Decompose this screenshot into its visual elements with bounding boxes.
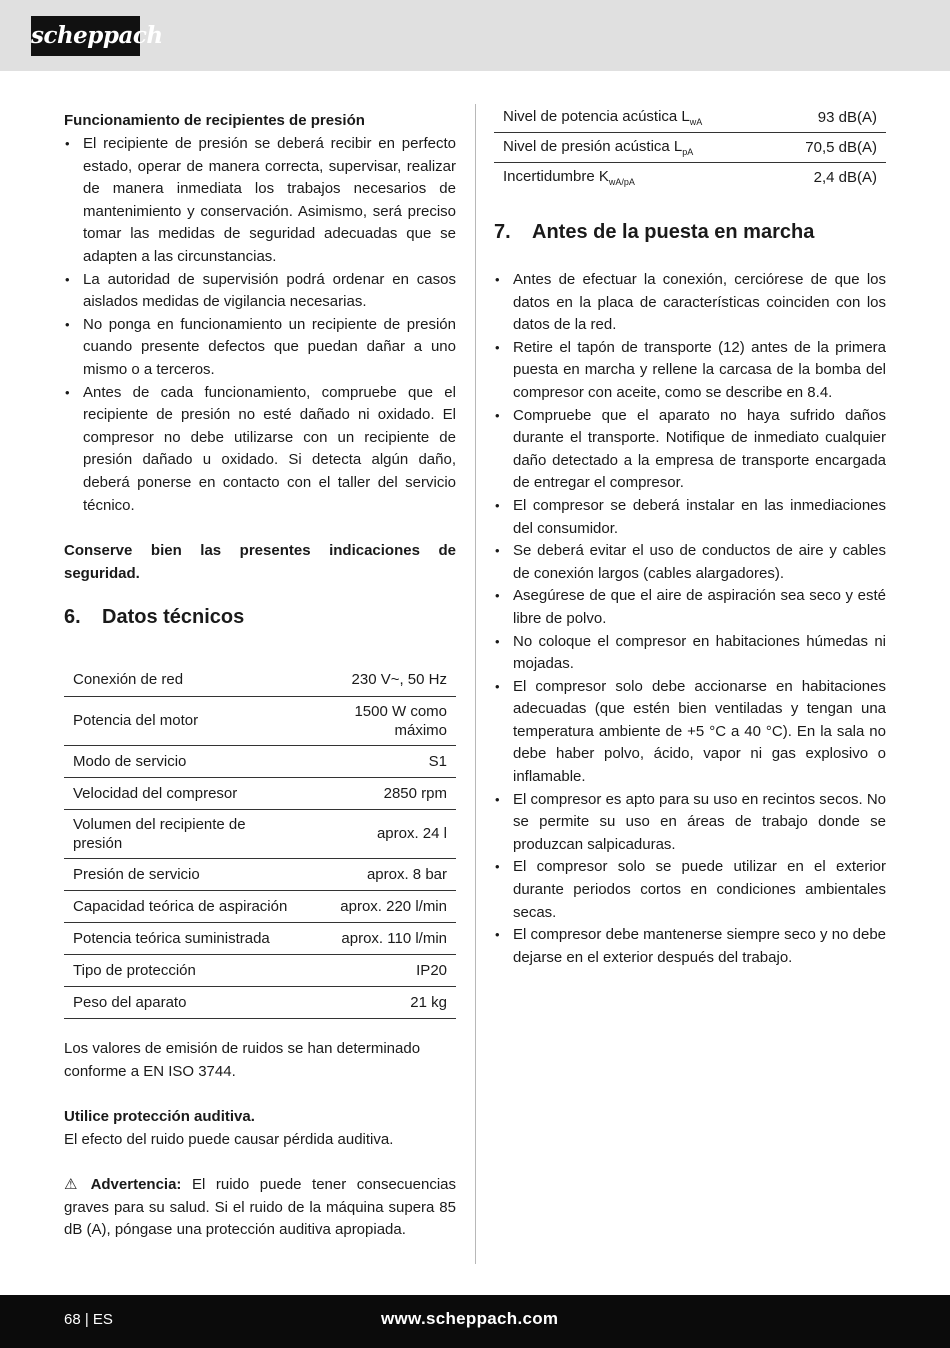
list-item: • La autoridad de supervisión podrá ordenar en casos aislados medidas de vigilancia necesarias. [64,269,456,314]
spec-value: S1 [304,745,456,777]
section-number: 7. [494,221,511,243]
table-row [64,696,456,745]
hearing-heading: Utilice protección auditiva. [64,1108,255,1125]
table-row [64,809,456,858]
website-link[interactable]: www.scheppach.com [381,1309,559,1328]
list-item: • Retire el tapón de transporte (12) antes de la primera puesta en marcha y rellene la carcasa de la bomba del compresor con aceite, como se describe en 8.4. [494,337,886,405]
spec-value: 1500 W como máximo [304,696,456,745]
spec-value: 230 V~, 50 Hz [304,663,456,696]
column-divider [475,104,476,1264]
noise-label-text: Nivel de potencia acústica L [503,108,690,125]
noise-label-text: Incertidumbre K [503,168,609,185]
table-row [64,663,456,696]
spec-value: aprox. 220 l/min [304,890,456,922]
section-7-title [494,219,886,245]
spec-label: Capacidad teórica de aspiración [64,890,304,922]
spec-label: Modo de servicio [64,745,304,777]
list-item: • El compresor solo se puede utilizar en el exterior durante periodos cortos en condiciones ambientales secas. [494,856,886,924]
table-row [64,954,456,986]
table-row [494,133,886,163]
spec-label: Velocidad del compresor [64,777,304,809]
table-row [64,986,456,1018]
spec-label: Presión de servicio [64,858,304,890]
logo-text: scheppach [31,22,163,49]
noise-label [494,163,771,193]
list-item: • El recipiente de presión se deberá recibir en perfecto estado, operar de manera correcta, supervisar, realizar de manera inmediata los trabajos necesarios de mantenimiento y conservación. Asimismo, será preciso tomar las medidas de seguridad adecuadas que se adapten a las circunstancias. [64,133,456,269]
spec-label: Conexión de red [64,663,304,696]
list-item: • Antes de efectuar la conexión, cerciórese de que los datos en la placa de características coinciden con los datos de la red. [494,269,886,337]
spec-value: aprox. 24 l [304,809,456,858]
noise-table [494,103,886,192]
warning-icon: ⚠ [64,1176,78,1193]
list-item: • Se deberá evitar el uso de conductos de aire y cables de conexión largos (cables alargadores). [494,540,886,585]
page-footer [0,1295,950,1348]
spec-value: 21 kg [304,986,456,1018]
spec-value: IP20 [304,954,456,986]
spec-value: aprox. 8 bar [304,858,456,890]
pressure-heading: Funcionamiento de recipientes de presión [64,112,365,129]
spec-label: Peso del aparato [64,986,304,1018]
section-number: 6. [64,606,81,628]
table-row [64,777,456,809]
noise-value: 93 dB(A) [771,103,886,133]
noise-subscript: wA [689,117,703,127]
page-header [0,0,950,71]
list-item: • Compruebe que el aparato no haya sufrido daños durante el transporte. Notifique de inmediato cualquier daño detectado a la empresa de transporte encargada de entregar el compresor. [494,405,886,495]
section-title: Antes de la puesta en marcha [532,221,815,243]
keep-note: Conserve bien las presentes indicaciones de seguridad. [64,542,456,582]
noise-label-text: Nivel de presión acústica L [503,138,683,155]
noise-subscript: pA [682,147,694,157]
page-number: 68 | ES [64,1311,113,1328]
spec-label: Volumen del recipiente de presión [64,809,304,858]
table-row [494,163,886,193]
noise-value: 2,4 dB(A) [813,169,877,186]
list-item: • El compresor se deberá instalar en las inmediaciones del consumidor. [494,495,886,540]
noise-value: 70,5 dB(A) [771,133,886,163]
table-row [64,858,456,890]
table-row [64,922,456,954]
list-item: • El compresor solo debe accionarse en habitaciones adecuadas (que estén bien ventiladas y tengan una temperatura ambiente de +5 °C a 40 °C). En la sala no debe haber polvo, ácido, vapor ni gas explosivo o inflamable. [494,676,886,789]
spec-label: Potencia del motor [64,696,304,745]
scheppach-logo [31,16,163,56]
warning-paragraph [64,1174,456,1242]
list-item: • El compresor debe mantenerse siempre seco y no debe dejarse en el exterior después del trabajo. [494,924,886,969]
section-title: Datos técnicos [102,606,245,628]
pressure-list [64,133,456,517]
list-item: • No coloque el compresor en habitaciones húmedas ni mojadas. [494,631,886,676]
list-item: • No ponga en funcionamiento un recipiente de presión cuando presente defectos que puedan dañar a uno mismo o a terceros. [64,314,456,382]
noise-label [494,133,771,163]
noise-emission-note: Los valores de emisión de ruidos se han determinado conforme a EN ISO 3744. [64,1040,421,1080]
spec-value: aprox. 110 l/min [304,922,456,954]
table-row [64,890,456,922]
tech-data-table [64,663,456,1019]
hearing-text: El efecto del ruido puede causar pérdida auditiva. [64,1131,394,1148]
noise-subscript: wA/pA [608,177,635,187]
spec-value: 2850 rpm [304,777,456,809]
spec-label: Potencia teórica suministrada [64,922,304,954]
section-6-title [64,604,456,630]
noise-label [494,103,771,133]
table-row [494,103,886,133]
spec-label: Tipo de protección [64,954,304,986]
table-row [64,745,456,777]
warning-text: El ruido puede tener consecuencias graves para su salud. Si el ruido de la máquina supera 85 dB (A), póngase una protección auditiva apropiada. [64,1176,457,1239]
list-item: • Asegúrese de que el aire de aspiración sea seco y esté libre de polvo. [494,585,886,630]
warning-label: Advertencia: [90,1176,182,1193]
list-item: • El compresor es apto para su uso en recintos secos. No se permite su uso en áreas de trabajo donde se produzcan salpicaduras. [494,789,886,857]
startup-list [494,269,886,969]
list-item: • Antes de cada funcionamiento, compruebe que el recipiente de presión no esté dañado ni oxidado. El compresor no debe utilizarse con un recipiente de presión dañado u oxidado. Si detecta algún daño, deberá ponerse en contacto con el taller del servicio técnico. [64,382,456,518]
